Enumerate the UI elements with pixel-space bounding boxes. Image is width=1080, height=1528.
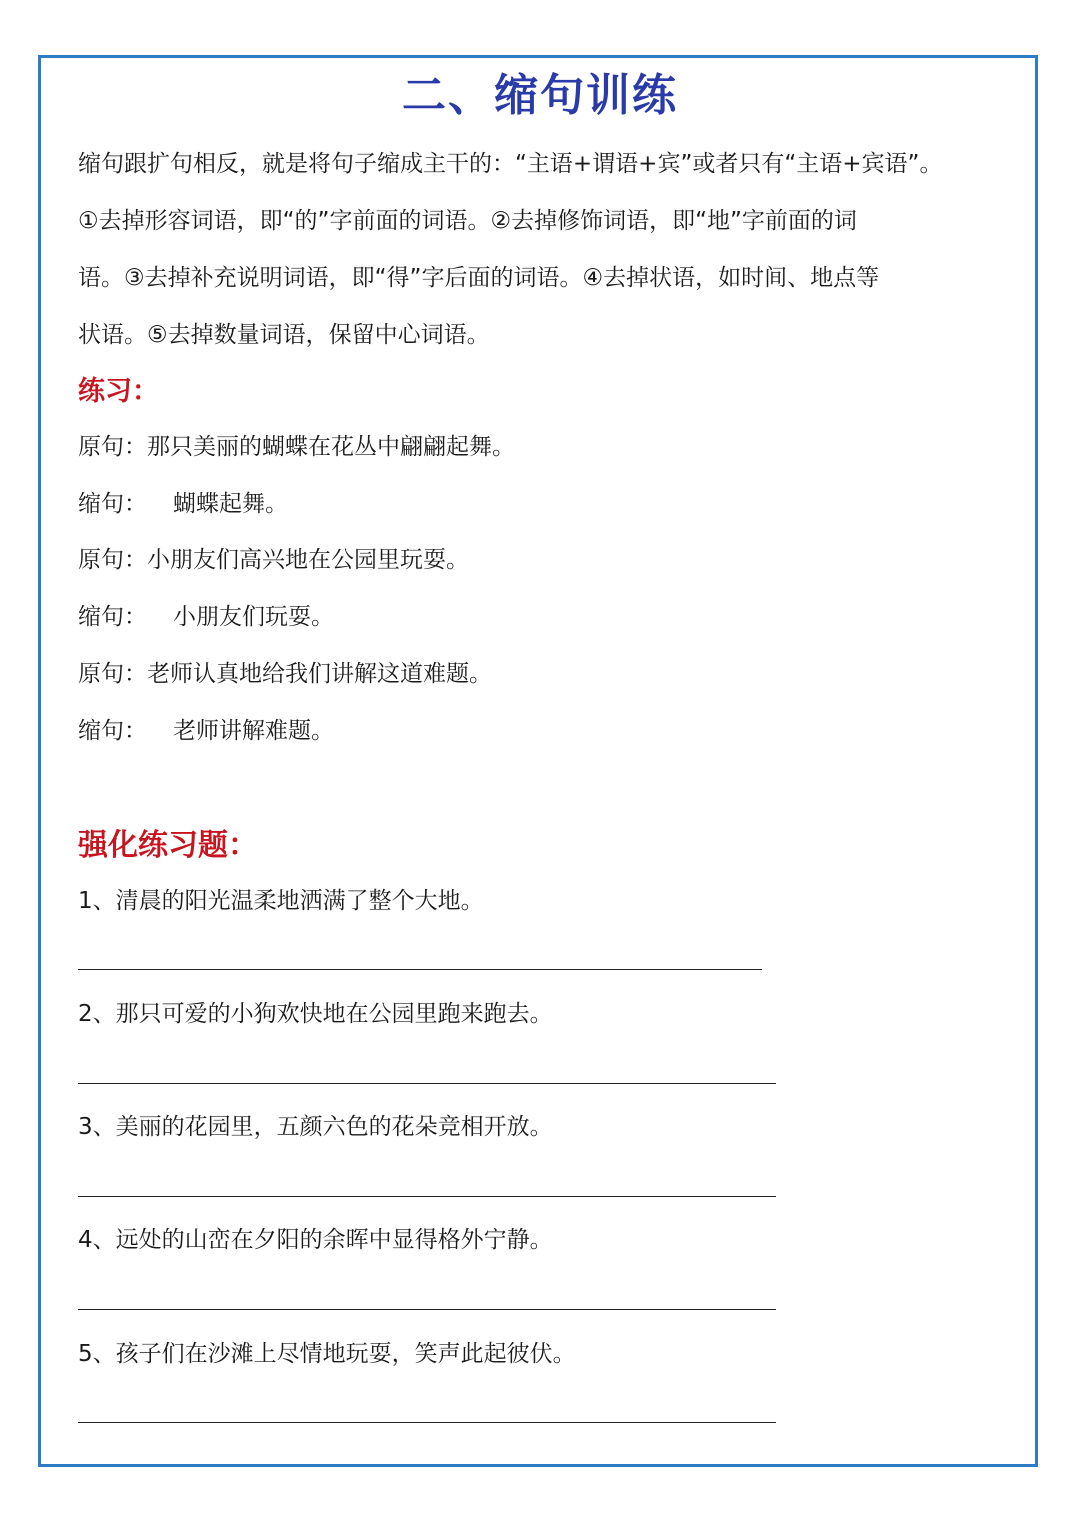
example-shortened — [78, 487, 288, 521]
practice-heading: 练习： — [78, 376, 159, 407]
drill-question: 4、远处的山峦在夕阳的余晖中显得格外宁静。 — [78, 1227, 553, 1253]
answer-line[interactable] — [78, 1083, 776, 1084]
original-sentence: 那只美丽的蝴蝶在花丛中翩翩起舞。 — [147, 434, 515, 460]
intro-line: ①去掉形容词语，即“的”字前面的词语。②去掉修饰词语，即“地”字前面的词 — [78, 208, 857, 234]
original-sentence: 小朋友们高兴地在公园里玩耍。 — [147, 547, 469, 573]
answer-line[interactable] — [78, 1196, 776, 1197]
example-original — [78, 543, 469, 577]
drill-heading: 强化练习题： — [78, 828, 258, 863]
example-original — [78, 657, 492, 691]
shortened-label: 缩句： — [78, 491, 147, 517]
example-original — [78, 430, 515, 464]
shortened-sentence: 小朋友们玩耍。 — [173, 604, 334, 630]
page-title: 二、缩句训练 — [402, 70, 678, 121]
shortened-label: 缩句： — [78, 604, 147, 630]
intro-line: 缩句跟扩句相反，就是将句子缩成主干的：“主语+谓语+宾”或者只有“主语+宾语”。 — [78, 151, 943, 177]
intro-paragraph — [78, 136, 1008, 364]
shortened-label: 缩句： — [78, 718, 147, 744]
original-sentence: 老师认真地给我们讲解这道难题。 — [147, 661, 492, 687]
intro-line: 状语。⑤去掉数量词语，保留中心词语。 — [78, 322, 490, 348]
original-label: 原句： — [78, 434, 147, 460]
shortened-sentence: 蝴蝶起舞。 — [173, 491, 288, 517]
intro-line: 语。③去掉补充说明词语，即“得”字后面的词语。④去掉状语，如时间、地点等 — [78, 265, 880, 291]
example-shortened — [78, 600, 334, 634]
example-shortened — [78, 714, 334, 748]
answer-line[interactable] — [78, 1309, 776, 1310]
original-label: 原句： — [78, 547, 147, 573]
drill-question: 2、那只可爱的小狗欢快地在公园里跑来跑去。 — [78, 1001, 553, 1027]
shortened-sentence: 老师讲解难题。 — [173, 718, 334, 744]
answer-line[interactable] — [78, 969, 762, 970]
drill-question: 1、清晨的阳光温柔地洒满了整个大地。 — [78, 888, 484, 914]
drill-question: 5、孩子们在沙滩上尽情地玩耍，笑声此起彼伏。 — [78, 1341, 576, 1367]
drill-question: 3、美丽的花园里，五颜六色的花朵竞相开放。 — [78, 1114, 553, 1140]
original-label: 原句： — [78, 661, 147, 687]
answer-line[interactable] — [78, 1422, 776, 1423]
